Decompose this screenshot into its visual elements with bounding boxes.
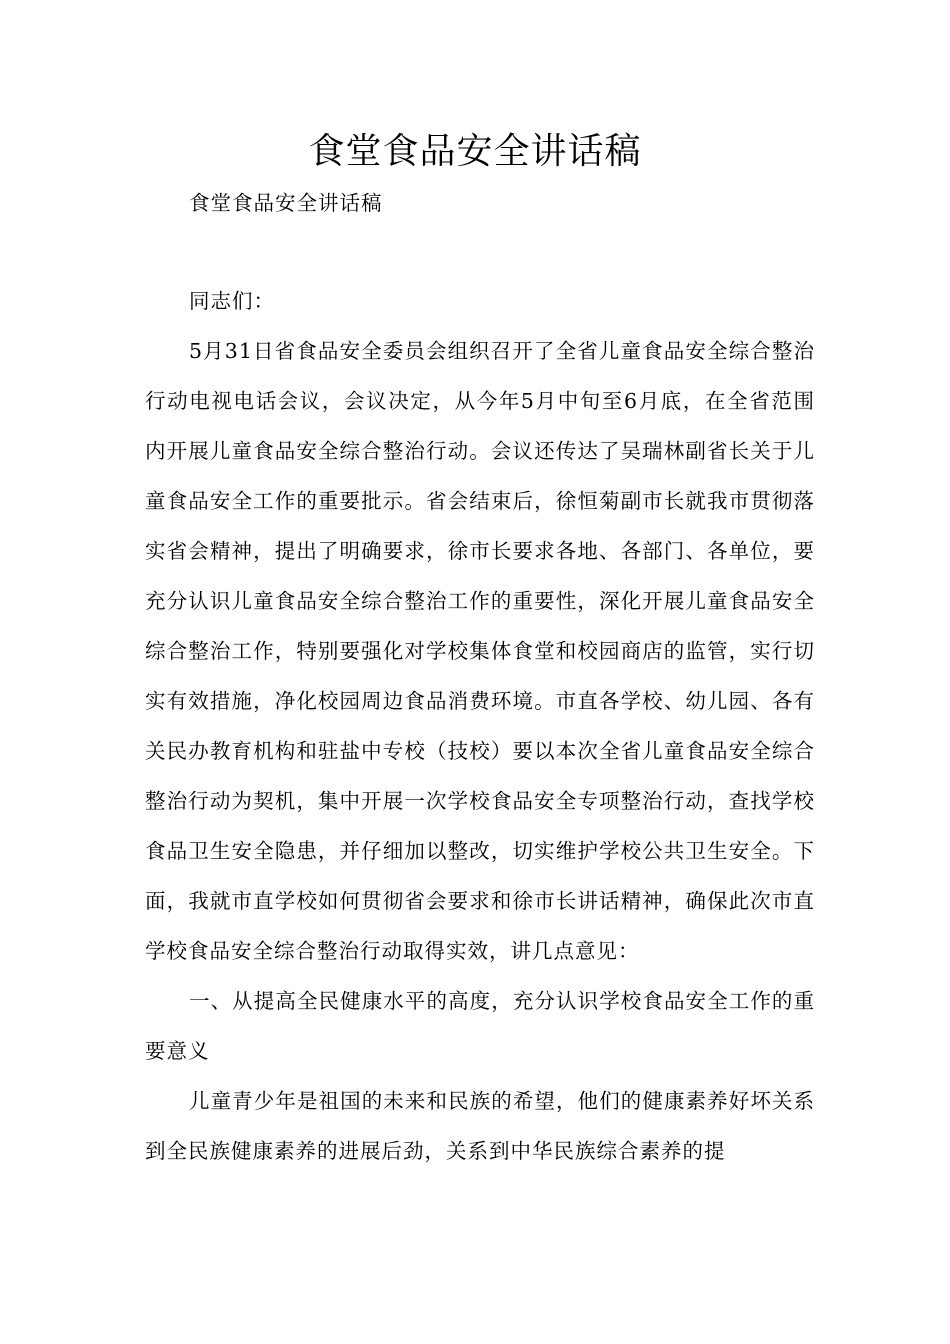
document-subtitle: 食堂食品安全讲话稿 (189, 191, 383, 215)
section-heading: 一、从提高全民健康水平的高度，充分认识学校食品安全工作的重要意义 (145, 989, 815, 1063)
paragraph: 5月31日省食品安全委员会组织召开了全省儿童食品安全综合整治行动电视电话会议，会议决定，从今年5月中旬至6月底，在全省范围内开展儿童食品安全综合整治行动。会议还传达了吴瑞林副省长关于儿童食品安全工作的重要批示。省会结束后，徐恒菊副市长就我市贯彻落实省会精神，提出了明确要求，徐市长要求各地、各部门、各单位，要充分认识儿童食品安全综合整治工作的重要性，深化开展儿童食品安全综合整治工作，特别要强化对学校集体食堂和校园商店的监管，实行切实有效措施，净化校园周边食品消费环境。市直各学校、幼儿园、各有关民办教育机构和驻盐中专校（技校）要以本次全省儿童食品安全综合整治行动为契机，集中开展一次学校食品安全专项整治行动，查找学校食品卫生安全隐患，并仔细加以整改，切实维护学校公共卫生安全。下面，我就市直学校如何贯彻省会要求和徐市长讲话精神，确保此次市直学校食品安全综合整治行动取得实效，讲几点意见： (145, 339, 815, 963)
document-body (145, 326, 815, 1176)
paragraph: 儿童青少年是祖国的未来和民族的希望，他们的健康素养好坏关系到全民族健康素养的进展后劲，关系到中华民族综合素养的提 (145, 1089, 815, 1163)
greeting: 同志们： (189, 289, 275, 313)
document-title: 食堂食品安全讲话稿 (308, 131, 642, 172)
